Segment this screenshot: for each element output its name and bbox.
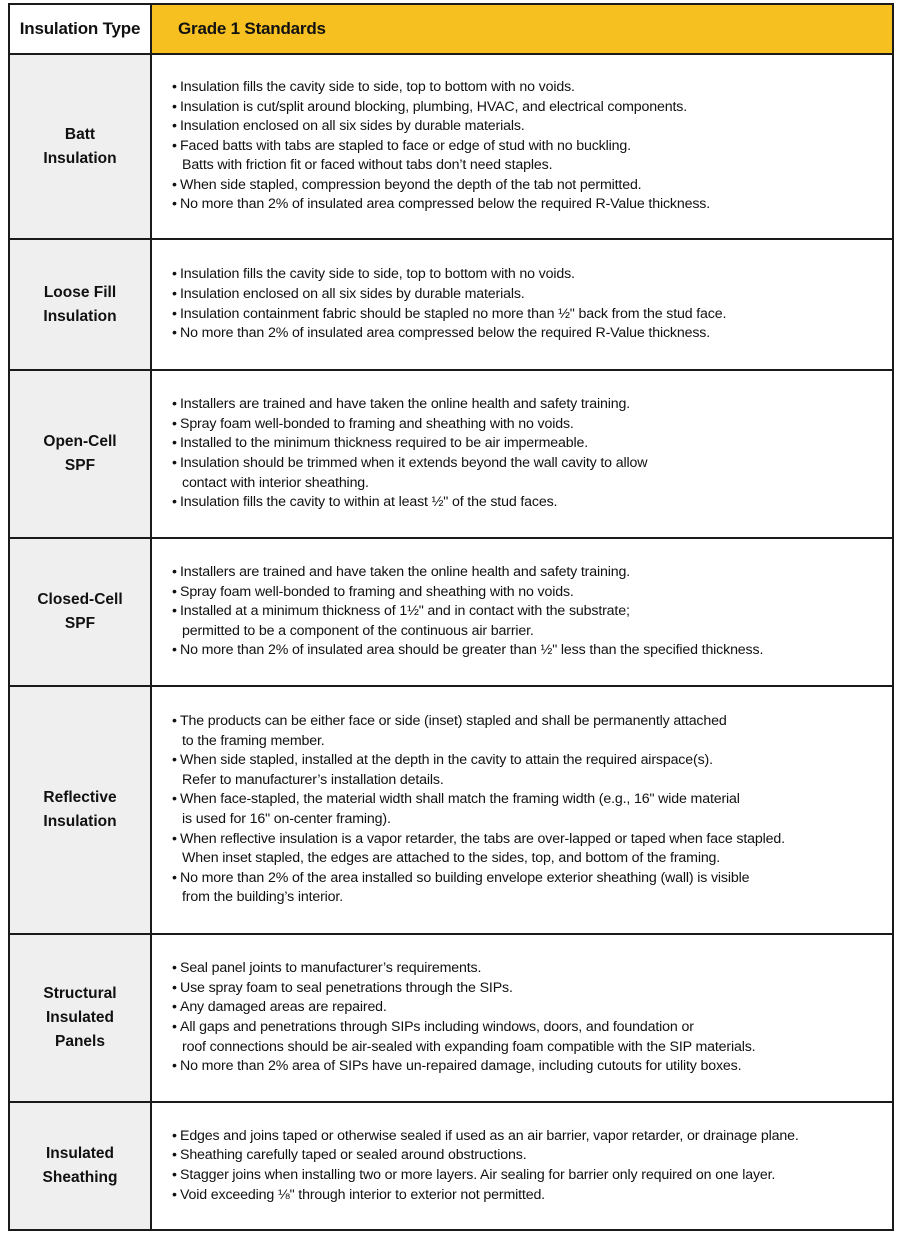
insulation-type-cell	[9, 538, 151, 686]
standard-text: No more than 2% of insulated area compressed below the required R-Value thickness.	[180, 325, 711, 342]
standard-item	[172, 265, 892, 285]
table-row	[9, 370, 893, 538]
standard-item	[172, 869, 892, 908]
standard-text: Use spray foam to seal penetrations through the SIPs.	[180, 979, 513, 996]
standards-list	[172, 563, 892, 661]
standard-text: No more than 2% of insulated area compressed below the required R-Value thickness.	[180, 196, 711, 213]
standards-cell	[151, 686, 893, 934]
standard-item	[172, 454, 892, 493]
standard-item	[172, 117, 892, 137]
standards-list	[172, 265, 892, 343]
standard-item	[172, 790, 892, 829]
insulation-type-label: Insulated	[45, 1009, 115, 1026]
standard-item	[172, 641, 892, 661]
standard-item	[172, 602, 892, 641]
standard-item	[172, 415, 892, 435]
standard-text-continued: roof connections should be air-sealed with expanding foam compatible with the SIP materials.	[182, 1038, 756, 1055]
standard-text: When side stapled, installed at the depth in the cavity to attain the required airspace(s).	[180, 752, 713, 769]
standard-item	[172, 583, 892, 603]
standard-text-continued: from the building’s interior.	[182, 889, 343, 906]
insulation-type-label: Insulation	[43, 149, 117, 167]
insulation-type-label: Batt	[64, 125, 96, 143]
standard-text: Insulation containment fabric should be stapled no more than ½" back from the stud face.	[180, 305, 727, 322]
standard-item	[172, 324, 892, 344]
table-row	[9, 538, 893, 686]
standard-item	[172, 998, 892, 1018]
standards-list	[172, 1127, 892, 1205]
insulation-type-header: Insulation Type	[9, 4, 151, 54]
standards-list	[172, 395, 892, 513]
standard-text-continued: is used for 16" on-center framing).	[182, 811, 391, 827]
standard-item	[172, 176, 892, 196]
standard-item	[172, 195, 892, 215]
insulation-type-label: Insulation	[43, 307, 117, 325]
standards-list	[172, 78, 892, 215]
standard-text: The products can be either face or side (inset) stapled and shall be permanently attached	[180, 713, 727, 730]
standard-item	[172, 563, 892, 583]
table-row	[9, 934, 893, 1102]
standard-text: No more than 2% area of SIPs have un-repaired damage, including cutouts for utility boxes.	[180, 1058, 742, 1075]
insulation-type-cell	[9, 934, 151, 1102]
standard-item	[172, 98, 892, 118]
standard-text: Insulation should be trimmed when it extends beyond the wall cavity to allow	[180, 455, 648, 471]
standards-list	[172, 959, 892, 1077]
standard-text: Installers are trained and have taken the online health and safety training.	[180, 564, 630, 581]
standard-item	[172, 1186, 892, 1206]
standards-cell	[151, 934, 893, 1102]
standard-item	[172, 830, 892, 869]
standards-list	[172, 712, 892, 908]
standard-item	[172, 712, 892, 751]
standard-item	[172, 1166, 892, 1186]
insulation-type-cell	[9, 686, 151, 934]
insulation-type-cell	[9, 1102, 151, 1230]
insulation-type-label: Loose Fill	[43, 283, 117, 301]
table-row	[9, 686, 893, 934]
insulation-type-label: Open-Cell	[43, 433, 117, 450]
standard-text-continued: Refer to manufacturer’s installation details.	[182, 771, 444, 788]
standard-text: No more than 2% of insulated area should be greater than ½" less than the specified thickness.	[180, 642, 764, 659]
table-row	[9, 1102, 893, 1230]
standard-text-continued: contact with interior sheathing.	[182, 474, 369, 491]
standard-item	[172, 434, 892, 454]
standard-text: Insulation fills the cavity to within at least ½" of the stud faces.	[180, 494, 558, 511]
insulation-type-label: Insulated	[45, 1145, 115, 1162]
standard-text: When side stapled, compression beyond the depth of the tab not permitted.	[180, 176, 642, 193]
standard-text: Seal panel joints to manufacturer’s requirements.	[180, 960, 482, 977]
standard-text: Insulation fills the cavity side to side, top to bottom with no voids.	[180, 78, 575, 95]
standard-text: Insulation is cut/split around blocking, plumbing, HVAC, and electrical components.	[180, 98, 687, 115]
standard-text: Installed at a minimum thickness of 1½" and in contact with the substrate;	[180, 603, 630, 620]
insulation-type-label: Closed-Cell	[37, 591, 123, 608]
header-row	[9, 4, 893, 54]
insulation-type-label: Sheathing	[42, 1169, 118, 1186]
table-row	[9, 239, 893, 370]
standard-text-continued: When inset stapled, the edges are attached to the sides, top, and bottom of the framing.	[182, 850, 721, 867]
standard-text: Spray foam well-bonded to framing and sheathing with no voids.	[180, 415, 574, 432]
insulation-type-label: Structural	[43, 985, 117, 1002]
standard-text: All gaps and penetrations through SIPs including windows, doors, and foundation or	[180, 1019, 694, 1035]
table-row	[9, 54, 893, 239]
standard-item	[172, 137, 892, 176]
standard-text: Edges and joins taped or otherwise sealed if used as an air barrier, vapor retarder, or drainage plane.	[180, 1127, 799, 1144]
standard-text: Installers are trained and have taken the online health and safety training.	[180, 396, 630, 413]
standard-item	[172, 959, 892, 979]
standard-item	[172, 1057, 892, 1077]
standards-cell	[151, 239, 893, 370]
insulation-type-label: Reflective	[43, 789, 117, 806]
standard-text-continued: Batts with friction fit or faced without tabs don’t need staples.	[182, 157, 553, 174]
standard-text: Stagger joins when installing two or more layers. Air sealing for barrier only required on one layer.	[180, 1167, 776, 1183]
grade-1-standards-header: Grade 1 Standards	[151, 4, 893, 54]
standard-text: Sheathing carefully taped or sealed around obstructions.	[180, 1147, 527, 1164]
insulation-type-cell	[9, 370, 151, 538]
standard-text: When reflective insulation is a vapor retarder, the tabs are over-lapped or taped when face stapled.	[180, 830, 785, 847]
insulation-type-label: SPF	[64, 615, 96, 632]
standards-cell	[151, 54, 893, 239]
standard-text: Insulation enclosed on all six sides by durable materials.	[180, 285, 525, 302]
standard-item	[172, 751, 892, 790]
grade-1-standards-table	[8, 3, 894, 1231]
standard-text: Insulation fills the cavity side to side, top to bottom with no voids.	[180, 266, 575, 283]
standard-text: Any damaged areas are repaired.	[180, 999, 387, 1016]
standard-text-continued: to the framing member.	[182, 732, 325, 749]
standard-item	[172, 305, 892, 325]
standard-text-continued: permitted to be a component of the continuous air barrier.	[182, 622, 534, 639]
standard-item	[172, 395, 892, 415]
standard-item	[172, 493, 892, 513]
standard-item	[172, 285, 892, 305]
standard-text: Insulation enclosed on all six sides by durable materials.	[180, 118, 525, 135]
standards-cell	[151, 1102, 893, 1230]
standard-item	[172, 1146, 892, 1166]
standard-item	[172, 78, 892, 98]
standard-item	[172, 979, 892, 999]
standard-text: When face-stapled, the material width shall match the framing width (e.g., 16" wide material	[180, 791, 740, 808]
insulation-type-label: Insulation	[43, 813, 117, 830]
standard-text: Spray foam well-bonded to framing and sheathing with no voids.	[180, 583, 574, 600]
standards-cell	[151, 538, 893, 686]
standard-item	[172, 1127, 892, 1147]
insulation-type-label: SPF	[64, 457, 96, 474]
standard-text: Void exceeding ⅛" through interior to exterior not permitted.	[180, 1186, 545, 1203]
insulation-type-label: Panels	[55, 1033, 105, 1050]
standard-text: Faced batts with tabs are stapled to face or edge of stud with no buckling.	[180, 137, 631, 154]
standard-text: Installed to the minimum thickness required to be air impermeable.	[180, 435, 589, 452]
standard-text: No more than 2% of the area installed so building envelope exterior sheathing (wall) is visible	[180, 869, 750, 886]
standards-cell	[151, 370, 893, 538]
insulation-type-cell	[9, 54, 151, 239]
standard-item	[172, 1018, 892, 1057]
insulation-type-cell	[9, 239, 151, 370]
